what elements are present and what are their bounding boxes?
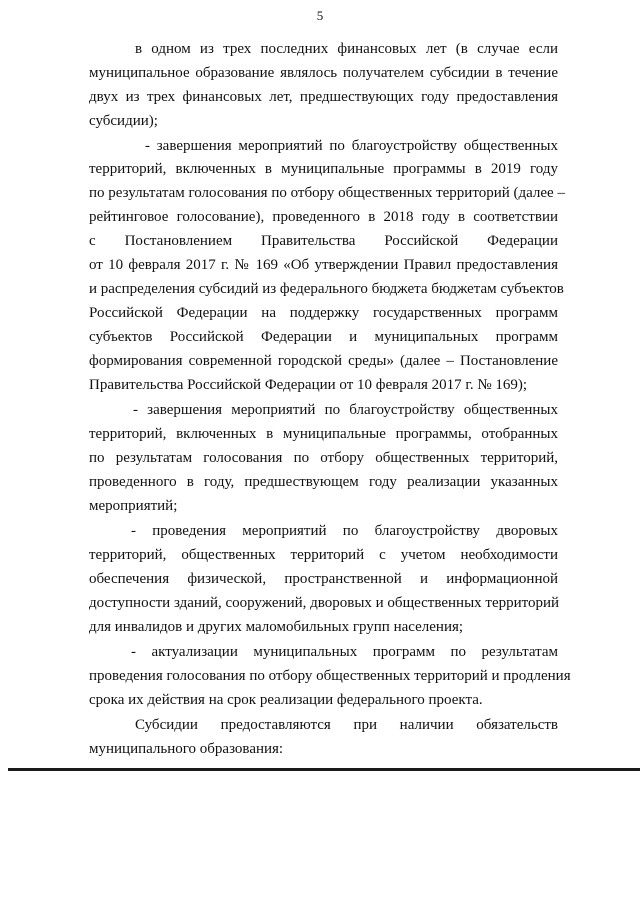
text-line: проведения голосования по отбору общественных территорий и продления	[89, 668, 571, 684]
text-line: доступности зданий, сооружений, дворовых и общественных территорий	[89, 595, 560, 611]
text-line: от 10 февраля 2017 г. № 169 «Об утверждении Правил предоставления	[89, 257, 558, 273]
text-line: по результатам голосования по отбору общественных территорий (далее –	[89, 185, 565, 201]
text-line: с Постановлением Правительства Российской Федерации	[89, 233, 558, 249]
text-line: Российской Федерации на поддержку государственных программ	[89, 305, 558, 321]
text-line: для инвалидов и других маломобильных групп населения;	[89, 619, 464, 635]
page-number: 5	[316, 8, 324, 23]
text-line: по результатам голосования по отбору общественных территорий,	[89, 450, 558, 466]
text-line: муниципальное образование являлось получателем субсидии в течение	[89, 65, 558, 81]
text-line: субсидии);	[89, 113, 158, 129]
text-line: территорий, включенных в муниципальные программы в 2019 году	[89, 161, 558, 177]
text-line: муниципального образования:	[89, 741, 284, 757]
text-line: срока их действия на срок реализации федерального проекта.	[89, 692, 483, 708]
text-line: двух из трех финансовых лет, предшествующих году предоставления	[89, 89, 558, 105]
text-line: - актуализации муниципальных программ по результатам	[131, 644, 558, 660]
text-line: в одном из трех последних финансовых лет (в случае если	[135, 41, 558, 57]
text-line: Субсидии предоставляются при наличии обязательств	[135, 717, 558, 733]
text-line: мероприятий;	[89, 498, 178, 514]
text-line: территорий, общественных территорий с учетом необходимости	[89, 547, 558, 563]
horizontal-rule	[8, 768, 640, 771]
text-line: формирования современной городской среды» (далее – Постановление	[89, 353, 558, 369]
text-line: обеспечения физической, пространственной и информационной	[89, 571, 558, 587]
text-line: Правительства Российской Федерации от 10 февраля 2017 г. № 169);	[89, 377, 528, 393]
text-line: территорий, включенных в муниципальные программы, отобранных	[89, 426, 558, 442]
text-line: рейтинговое голосование), проведенного в 2018 году в соответствии	[89, 209, 558, 225]
text-line: и распределения субсидий из федерального бюджета бюджетам субъектов	[89, 281, 564, 297]
text-line: - проведения мероприятий по благоустройству дворовых	[131, 523, 558, 539]
text-line: - завершения мероприятий по благоустройству общественных	[145, 138, 558, 154]
text-line: проведенного в году, предшествующем году реализации указанных	[89, 474, 558, 490]
text-line: субъектов Российской Федерации и муниципальных программ	[89, 329, 558, 345]
text-line: - завершения мероприятий по благоустройству общественных	[133, 402, 558, 418]
